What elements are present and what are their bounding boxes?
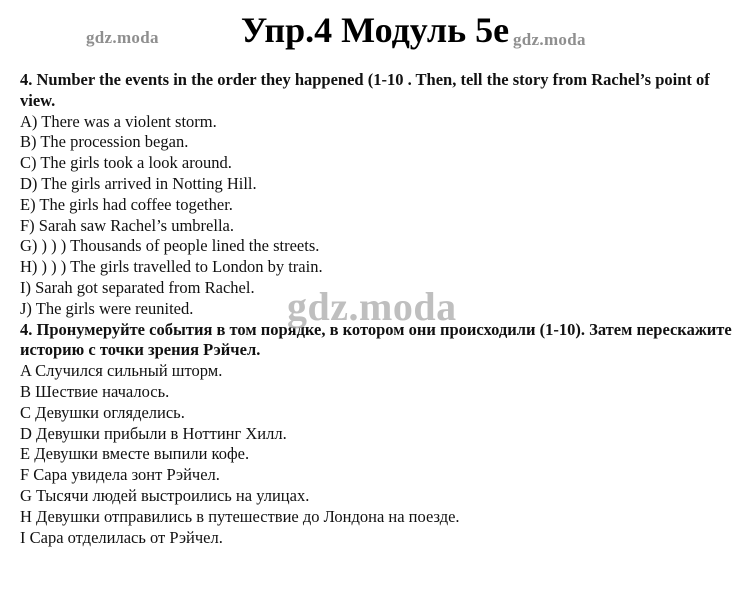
russian-item-d: D Девушки прибыли в Ноттинг Хилл. [20, 423, 287, 443]
russian-item-c: C Девушки огляделись. [20, 402, 185, 422]
english-item-f: F) Sarah saw Rachel’s umbrella. [20, 215, 234, 235]
russian-item-i: I Сара отделилась от Рэйчел. [20, 527, 223, 547]
english-heading: 4. Number the events in the order they happened (1-10 . Then, tell the story from Rachel’s point of view. [20, 70, 710, 110]
english-item-h: H) ) ) ) The girls travelled to London by train. [20, 257, 323, 277]
english-item-b: B) The procession began. [20, 132, 189, 152]
russian-item-e: E Девушки вместе выпили кофе. [20, 444, 250, 464]
english-item-d: D) The girls arrived in Notting Hill. [20, 173, 257, 193]
english-item-c: C) The girls took a look around. [20, 153, 232, 173]
russian-item-f: F Сара увидела зонт Рэйчел. [20, 465, 220, 485]
russian-item-h: H Девушки отправились в путешествие до Лондона на поезде. [20, 506, 460, 526]
english-item-e: E) The girls had coffee together. [20, 194, 233, 214]
page-header [0, 6, 750, 56]
watermark-left: gdz.moda [86, 28, 159, 47]
english-item-i: I) Sarah got separated from Rachel. [20, 277, 255, 297]
english-item-g: G) ) ) ) Thousands of people lined the streets. [20, 236, 320, 256]
russian-item-a: A Случился сильный шторм. [20, 361, 223, 381]
watermark-center: gdz.moda [287, 284, 457, 329]
page-title: Упр.4 Модуль 5е [240, 10, 510, 50]
russian-heading: 4. Пронумеруйте события в том порядке, в котором они происходили (1-10). Затем перескажите историю с точки зрения Рэйчел. [20, 319, 732, 360]
english-item-a: A) There was a violent storm. [20, 111, 217, 131]
watermark-right: gdz.moda [513, 30, 586, 49]
russian-item-b: B Шествие началось. [20, 381, 170, 401]
english-item-j: J) The girls were reunited. [20, 298, 194, 318]
russian-item-g: G Тысячи людей выстроились на улицах. [20, 485, 310, 505]
